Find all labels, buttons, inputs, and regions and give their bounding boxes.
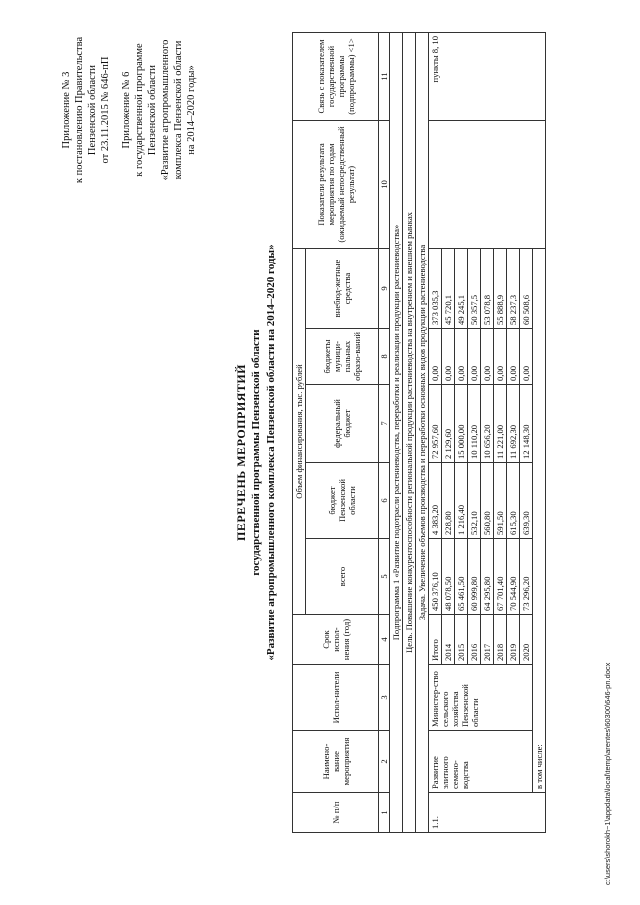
appendix-line: на 2014–2020 годы» — [186, 65, 197, 155]
regional-budget-cell: 560,80 — [481, 463, 494, 539]
regional-budget-cell: 228,80 — [442, 463, 455, 539]
federal-budget-cell: 12 148,30 — [520, 385, 533, 463]
appendix-line: к государственной программе — [134, 43, 145, 177]
total-cell: 73 296,20 — [520, 539, 533, 615]
regional-budget-cell: 4 383,20 — [429, 463, 442, 539]
year-cell: 2019 — [507, 615, 520, 665]
document-subtitle: «Развитие агропромышленного комплекса Пензенской области на 2014–2020 годы» — [265, 244, 277, 661]
appendix-block — [60, 15, 198, 205]
header-cell: внебюд-жетные средства — [306, 249, 379, 329]
extrabudget-cell: 53 078,8 — [481, 249, 494, 329]
header-cell: Срок испол-нения (год) — [293, 615, 379, 665]
goal-text: Цель. Повышение конкурентоспособности региональной продукции растениеводства на внутреннем и внешнем рынках — [403, 33, 416, 833]
column-number: 8 — [379, 329, 390, 385]
total-cell: 64 295,80 — [481, 539, 494, 615]
municipal-budget-cell: 0,00 — [455, 329, 468, 385]
total-cell: 67 701,40 — [494, 539, 507, 615]
link-cell: пункты 8, 10 — [429, 33, 546, 121]
federal-budget-cell: 10 656,20 — [481, 385, 494, 463]
header-cell: бюджет Пензенской области — [306, 463, 379, 539]
header-cell: бюджеты муници-пальных образо-ваний — [306, 329, 379, 385]
column-number: 10 — [379, 121, 390, 249]
year-cell: 2017 — [481, 615, 494, 665]
year-cell: 2020 — [520, 615, 533, 665]
task-text: Задача. Увеличение объемов производства и переработки основных видов продукции растениеводства — [416, 33, 429, 833]
item-executor: Министер-ство сельского хозяйства Пензенской области — [429, 665, 533, 731]
result-indicator-cell — [429, 121, 546, 249]
total-cell: 70 544,90 — [507, 539, 520, 615]
federal-budget-cell: 15 000,00 — [455, 385, 468, 463]
table-header-row — [293, 33, 306, 833]
federal-budget-cell: 10 110,20 — [468, 385, 481, 463]
column-number: 6 — [379, 463, 390, 539]
table-row — [429, 33, 442, 833]
appendix-line: «Развитие агропромышленного — [160, 39, 171, 181]
header-cell: Испол-нители — [293, 665, 379, 731]
item-name: Развитие элитного семено-водства — [429, 731, 533, 793]
column-number: 2 — [379, 731, 390, 793]
subprogram-row — [390, 33, 403, 833]
item-number: 1.1. — [429, 793, 546, 833]
municipal-budget-cell: 0,00 — [481, 329, 494, 385]
measures-table — [292, 32, 546, 833]
municipal-budget-cell: 0,00 — [429, 329, 442, 385]
header-cell: Наимено-вание мероприятия — [293, 731, 379, 793]
extrabudget-cell: 58 237,3 — [507, 249, 520, 329]
header-cell: Показатели результата мероприятия по годам (ожидаемый непосредственный результат) — [293, 121, 379, 249]
appendix-line: Пензенской области — [147, 64, 158, 156]
appendix-line: Приложение № 6 — [121, 71, 132, 149]
federal-budget-cell: 11 692,30 — [507, 385, 520, 463]
subprogram-text: Подпрограмма 1 «Развитие подотрасли растениеводства, переработки и реализации продукции растениеводства» — [390, 33, 403, 833]
total-cell: 450 376,10 — [429, 539, 442, 615]
federal-budget-cell: 11 221,00 — [494, 385, 507, 463]
column-number: 9 — [379, 249, 390, 329]
column-number: 4 — [379, 615, 390, 665]
column-number: 5 — [379, 539, 390, 615]
footer-file-path: c:\users\shorokh~1\appdata\local\temp\arentes\60300\646-pn.docx — [603, 662, 612, 885]
header-cell: № п/п — [293, 793, 379, 833]
total-cell: 48 078,50 — [442, 539, 455, 615]
year-cell: Итого — [429, 615, 442, 665]
year-cell: 2018 — [494, 615, 507, 665]
extrabudget-cell: 50 357,5 — [468, 249, 481, 329]
header-cell-funding: Объем финансирования, тыс. рублей — [293, 249, 306, 615]
appendix-line: от 23.11.2015 № 646-пП — [100, 56, 111, 164]
column-number: 7 — [379, 385, 390, 463]
including-label: в том числе: — [533, 249, 546, 793]
total-cell: 65 461,50 — [455, 539, 468, 615]
regional-budget-cell: 615,30 — [507, 463, 520, 539]
regional-budget-cell: 532,10 — [468, 463, 481, 539]
year-cell: 2015 — [455, 615, 468, 665]
extrabudget-cell: 60 508,6 — [520, 249, 533, 329]
year-cell: 2016 — [468, 615, 481, 665]
municipal-budget-cell: 0,00 — [442, 329, 455, 385]
municipal-budget-cell: 0,00 — [507, 329, 520, 385]
federal-budget-cell: 72 957,60 — [429, 385, 442, 463]
task-row — [416, 33, 429, 833]
extrabudget-cell: 49 245,1 — [455, 249, 468, 329]
appendix-line: Приложение № 3 — [61, 71, 72, 149]
document-subtitle: государственной программы Пензенской области — [250, 329, 262, 576]
column-number: 3 — [379, 665, 390, 731]
extrabudget-cell: 45 720,1 — [442, 249, 455, 329]
goal-row — [403, 33, 416, 833]
regional-budget-cell: 639,30 — [520, 463, 533, 539]
column-number-row — [379, 33, 390, 833]
header-cell: федеральный бюджет — [306, 385, 379, 463]
municipal-budget-cell: 0,00 — [520, 329, 533, 385]
document-title: ПЕРЕЧЕНЬ МЕРОПРИЯТИЙ — [234, 364, 248, 542]
column-number: 11 — [379, 33, 390, 121]
year-cell: 2014 — [442, 615, 455, 665]
appendix-line: комплекса Пензенской области — [173, 40, 184, 180]
appendix-line: к постановлению Правительства — [74, 36, 85, 184]
regional-budget-cell: 1 216,40 — [455, 463, 468, 539]
federal-budget-cell: 2 129,60 — [442, 385, 455, 463]
appendix-line: Пензенской области — [87, 64, 98, 156]
header-cell: всего — [306, 539, 379, 615]
total-cell: 60 999,80 — [468, 539, 481, 615]
extrabudget-cell: 55 888,9 — [494, 249, 507, 329]
municipal-budget-cell: 0,00 — [494, 329, 507, 385]
extrabudget-cell: 373 035,3 — [429, 249, 442, 329]
column-number: 1 — [379, 793, 390, 833]
regional-budget-cell: 591,50 — [494, 463, 507, 539]
header-cell: Связь с показателем государственной программы (подпрограммы) <1> — [293, 33, 379, 121]
municipal-budget-cell: 0,00 — [468, 329, 481, 385]
